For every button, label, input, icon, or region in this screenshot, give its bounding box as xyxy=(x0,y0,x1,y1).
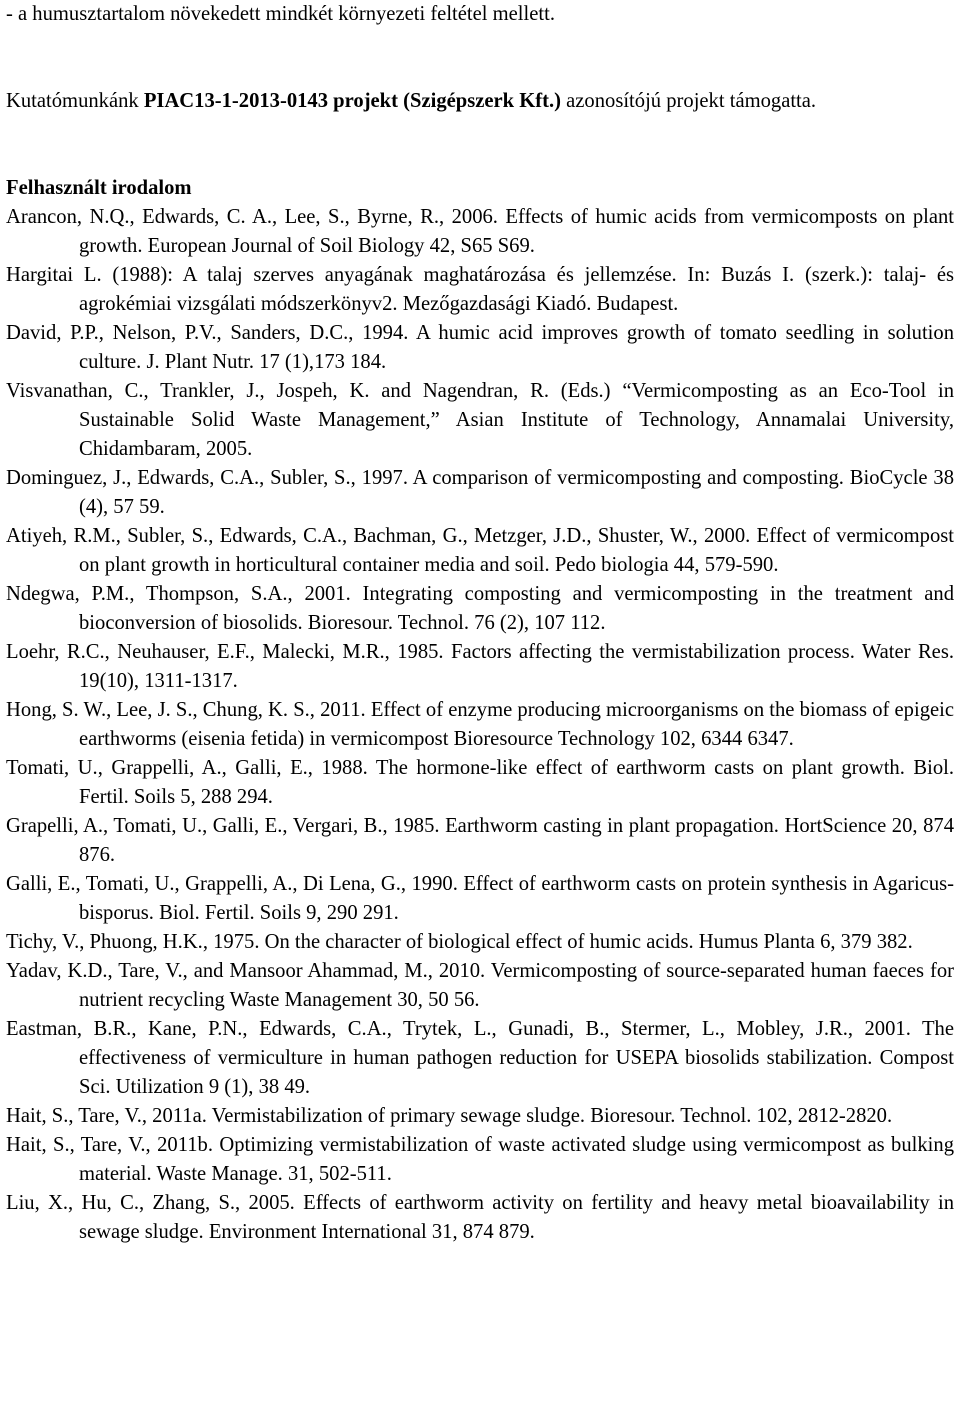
acknowledgement-suffix: azonosítójú projekt támogatta. xyxy=(561,90,817,112)
reference-item: Atiyeh, R.M., Subler, S., Edwards, C.A., Bachman, G., Metzger, J.D., Shuster, W., 2000. Effect of vermicompost on plant growth in horticultural container media and soil. Pedo biologia 44, 579-590. xyxy=(6,525,954,576)
reference-item: Galli, E., Tomati, U., Grappelli, A., Di Lena, G., 1990. Effect of earthworm casts on protein synthesis in Agaricus-bisporus. Biol. Fertil. Soils 9, 290 291. xyxy=(6,873,954,924)
reference-item: Loehr, R.C., Neuhauser, E.F., Malecki, M.R., 1985. Factors affecting the vermistabilization process. Water Res. 19(10), 1311-1317. xyxy=(6,641,954,692)
acknowledgement-project: PIAC13-1-2013-0143 projekt (Szigépszerk Kft.) xyxy=(143,90,561,112)
reference-item: Eastman, B.R., Kane, P.N., Edwards, C.A., Trytek, L., Gunadi, B., Stermer, L., Mobley, J.R., 2001. The effectiveness of vermiculture in human pathogen reduction for USEPA biosolids stabilization. Compost Sci. Utilization 9 (1), 38 49. xyxy=(6,1018,954,1098)
acknowledgement-prefix: Kutatómunkánk xyxy=(6,90,144,112)
reference-item: Grapelli, A., Tomati, U., Galli, E., Vergari, B., 1985. Earthworm casting in plant propagation. HortScience 20, 874 876. xyxy=(6,815,954,866)
reference-item: Liu, X., Hu, C., Zhang, S., 2005. Effects of earthworm activity on fertility and heavy metal bioavailability in sewage sludge. Environment International 31, 874 879. xyxy=(6,1192,954,1243)
references-heading: Felhasznált irodalom xyxy=(6,177,192,199)
reference-item: Hong, S. W., Lee, J. S., Chung, K. S., 2011. Effect of enzyme producing microorganisms on the biomass of epigeic earthworms (eisenia fetida) in vermicompost Bioresource Technology 102, 6344 6347. xyxy=(6,699,954,750)
reference-item: Ndegwa, P.M., Thompson, S.A., 2001. Integrating composting and vermicomposting in the treatment and bioconversion of biosolids. Bioresour. Technol. 76 (2), 107 112. xyxy=(6,583,954,634)
acknowledgement xyxy=(6,87,954,116)
reference-item: Tichy, V., Phuong, H.K., 1975. On the character of biological effect of humic acids. Humus Planta 6, 379 382. xyxy=(6,931,913,953)
spacer xyxy=(6,116,954,174)
reference-item: Tomati, U., Grappelli, A., Galli, E., 1988. The hormone-like effect of earthworm casts on plant growth. Biol. Fertil. Soils 5, 288 294. xyxy=(6,757,954,808)
reference-item: David, P.P., Nelson, P.V., Sanders, D.C., 1994. A humic acid improves growth of tomato seedling in solution culture. J. Plant Nutr. 17 (1),173 184. xyxy=(6,322,954,373)
reference-item: Hait, S., Tare, V., 2011a. Vermistabilization of primary sewage sludge. Bioresour. Technol. 102, 2812-2820. xyxy=(6,1105,893,1127)
reference-item: Visvanathan, C., Trankler, J., Jospeh, K. and Nagendran, R. (Eds.) “Vermicomposting as an Eco-Tool in Sustainable Solid Waste Management,” Asian Institute of Technology, Annamalai University, Chidambaram, 2005. xyxy=(6,380,954,460)
intro-line: - a humusztartalom növekedett mindkét környezeti feltétel mellett. xyxy=(6,3,555,25)
reference-item: Hargitai L. (1988): A talaj szerves anyagának maghatározása és jellemzése. In: Buzás I. (szerk.): talaj- és agrokémiai vizsgálati módszerkönyv2. Mezőgazdasági Kiadó. Budapest. xyxy=(6,264,954,315)
reference-item: Arancon, N.Q., Edwards, C. A., Lee, S., Byrne, R., 2006. Effects of humic acids from vermicomposts on plant growth. European Journal of Soil Biology 42, S65 S69. xyxy=(6,206,954,257)
reference-list xyxy=(6,203,954,1247)
reference-item: Yadav, K.D., Tare, V., and Mansoor Ahammad, M., 2010. Vermicomposting of source-separated human faeces for nutrient recycling Waste Management 30, 50 56. xyxy=(6,960,954,1011)
reference-item: Dominguez, J., Edwards, C.A., Subler, S., 1997. A comparison of vermicomposting and composting. BioCycle 38 (4), 57 59. xyxy=(6,467,954,518)
document-page xyxy=(6,0,954,1247)
spacer xyxy=(6,29,954,87)
reference-item: Hait, S., Tare, V., 2011b. Optimizing vermistabilization of waste activated sludge using vermicompost as bulking material. Waste Manage. 31, 502-511. xyxy=(6,1134,954,1185)
